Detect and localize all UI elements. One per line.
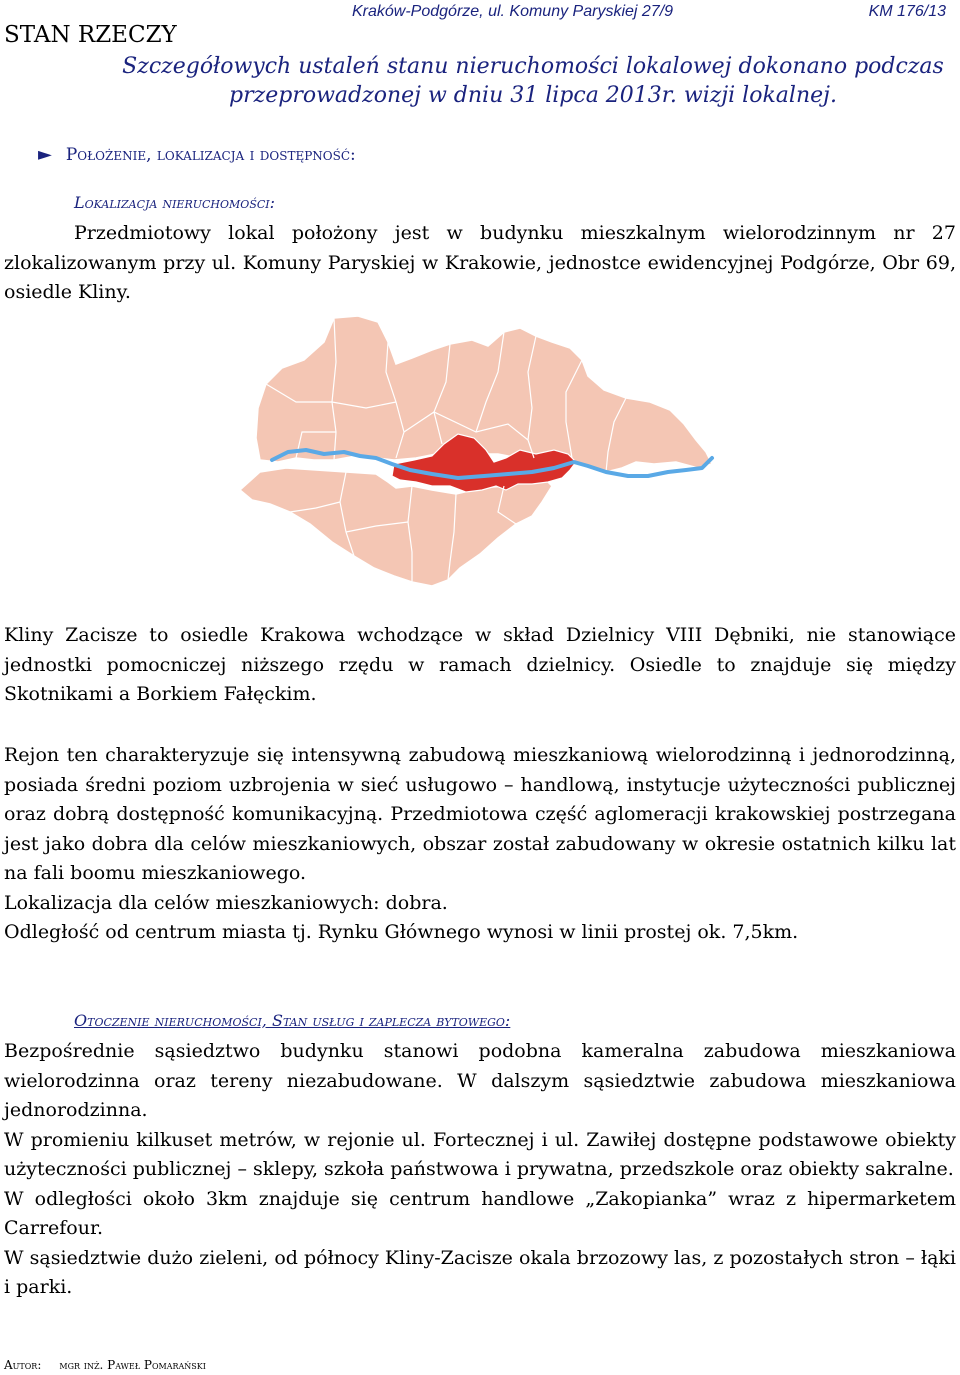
footer-author-name: mgr inż. Paweł Pomarański bbox=[59, 1358, 206, 1372]
surroundings-neighbourhood: Bezpośrednie sąsiedztwo budynku stanowi podobna kameralna zabudowa mieszkaniowa wielorodzinna oraz tereny niezabudowane. W dalszym sąsiedztwie zabudowa mieszkaniowa jednorodzinna. bbox=[4, 1040, 956, 1121]
surroundings-shopping: W odległości około 3km znajduje się centrum handlowe „Zakopianka” wraz z hipermarketem Carrefour. bbox=[4, 1187, 956, 1239]
header-location: Kraków-Podgórze, ul. Komuny Paryskiej 27/9 bbox=[352, 3, 674, 20]
paragraph-region-text: Rejon ten charakteryzuje się intensywną zabudową mieszkaniową wielorodzinną i jednorodzinną, posiada średni poziom uzbrojenia w sieć usługowo – handlową, instytucje użyteczności publicznej oraz dobrą dostępność komunikacyjną. Przedmiotowa część aglomeracji krakowskiej postrzegana jest jako dobra dla celów mieszkaniowych, obszar został zabudowany w okresie ostatnich kilku lat na fali boomu mieszkaniowego. bbox=[4, 744, 956, 884]
location-rating: Lokalizacja dla celów mieszkaniowych: dobra. bbox=[4, 891, 448, 914]
footer-author bbox=[4, 1358, 206, 1372]
paragraph-kliny: Kliny Zacisze to osiedle Krakowa wchodzące w skład Dzielnicy VIII Dębniki, nie stanowiące jednostki pomocniczej niższego rzędu w ramach dzielnicy. Osiedle to znajduje się między Skotnikami a Borkiem Fałęckim. bbox=[4, 624, 956, 705]
surroundings-amenities: W promieniu kilkuset metrów, w rejonie ul. Fortecznej i ul. Zawiłej dostępne podstawowe obiekty użyteczności publicznej – sklepy, szkoła państwowa i prywatna, przedszkole oraz obiekty sakralne. bbox=[4, 1128, 956, 1180]
footer-author-label: Autor: bbox=[4, 1358, 42, 1372]
header-reference: KM 176/13 bbox=[868, 3, 946, 20]
paragraph-region bbox=[4, 741, 956, 948]
district-map bbox=[236, 312, 724, 592]
subheading-surroundings: Otoczenie nieruchomości, Stan usług i zaplecza bytowego: bbox=[74, 1011, 511, 1030]
subheading-property-location: Lokalizacja nieruchomości: bbox=[74, 193, 276, 212]
page-title: STAN RZECZY bbox=[4, 22, 177, 48]
paragraph-surroundings bbox=[4, 1037, 956, 1303]
surroundings-greenery: W sąsiedztwie dużo zieleni, od północy Kliny-Zacisze okala brzozowy las, z pozostałych stron – łąki i parki. bbox=[4, 1246, 956, 1298]
section-heading-location bbox=[38, 144, 356, 165]
section-heading-text: Położenie, lokalizacja i dostępność: bbox=[65, 145, 356, 165]
page-subtitle: Szczegółowych ustaleń stanu nieruchomości lokalowej dokonano podczas przeprowadzonej w dniu 31 lipca 2013r. wizji lokalnej. bbox=[122, 54, 944, 108]
paragraph-intro: Przedmiotowy lokal położony jest w budynku mieszkalnym wielorodzinnym nr 27 zlokalizowanym przy ul. Komuny Paryskiej w Krakowie, jednostce ewidencyjnej Podgórze, Obr 69, osiedle Kliny. bbox=[4, 222, 956, 303]
arrow-right-icon: ► bbox=[38, 144, 52, 165]
distance-to-center: Odległość od centrum miasta tj. Rynku Głównego wynosi w linii prostej ok. 7,5km. bbox=[4, 921, 799, 943]
